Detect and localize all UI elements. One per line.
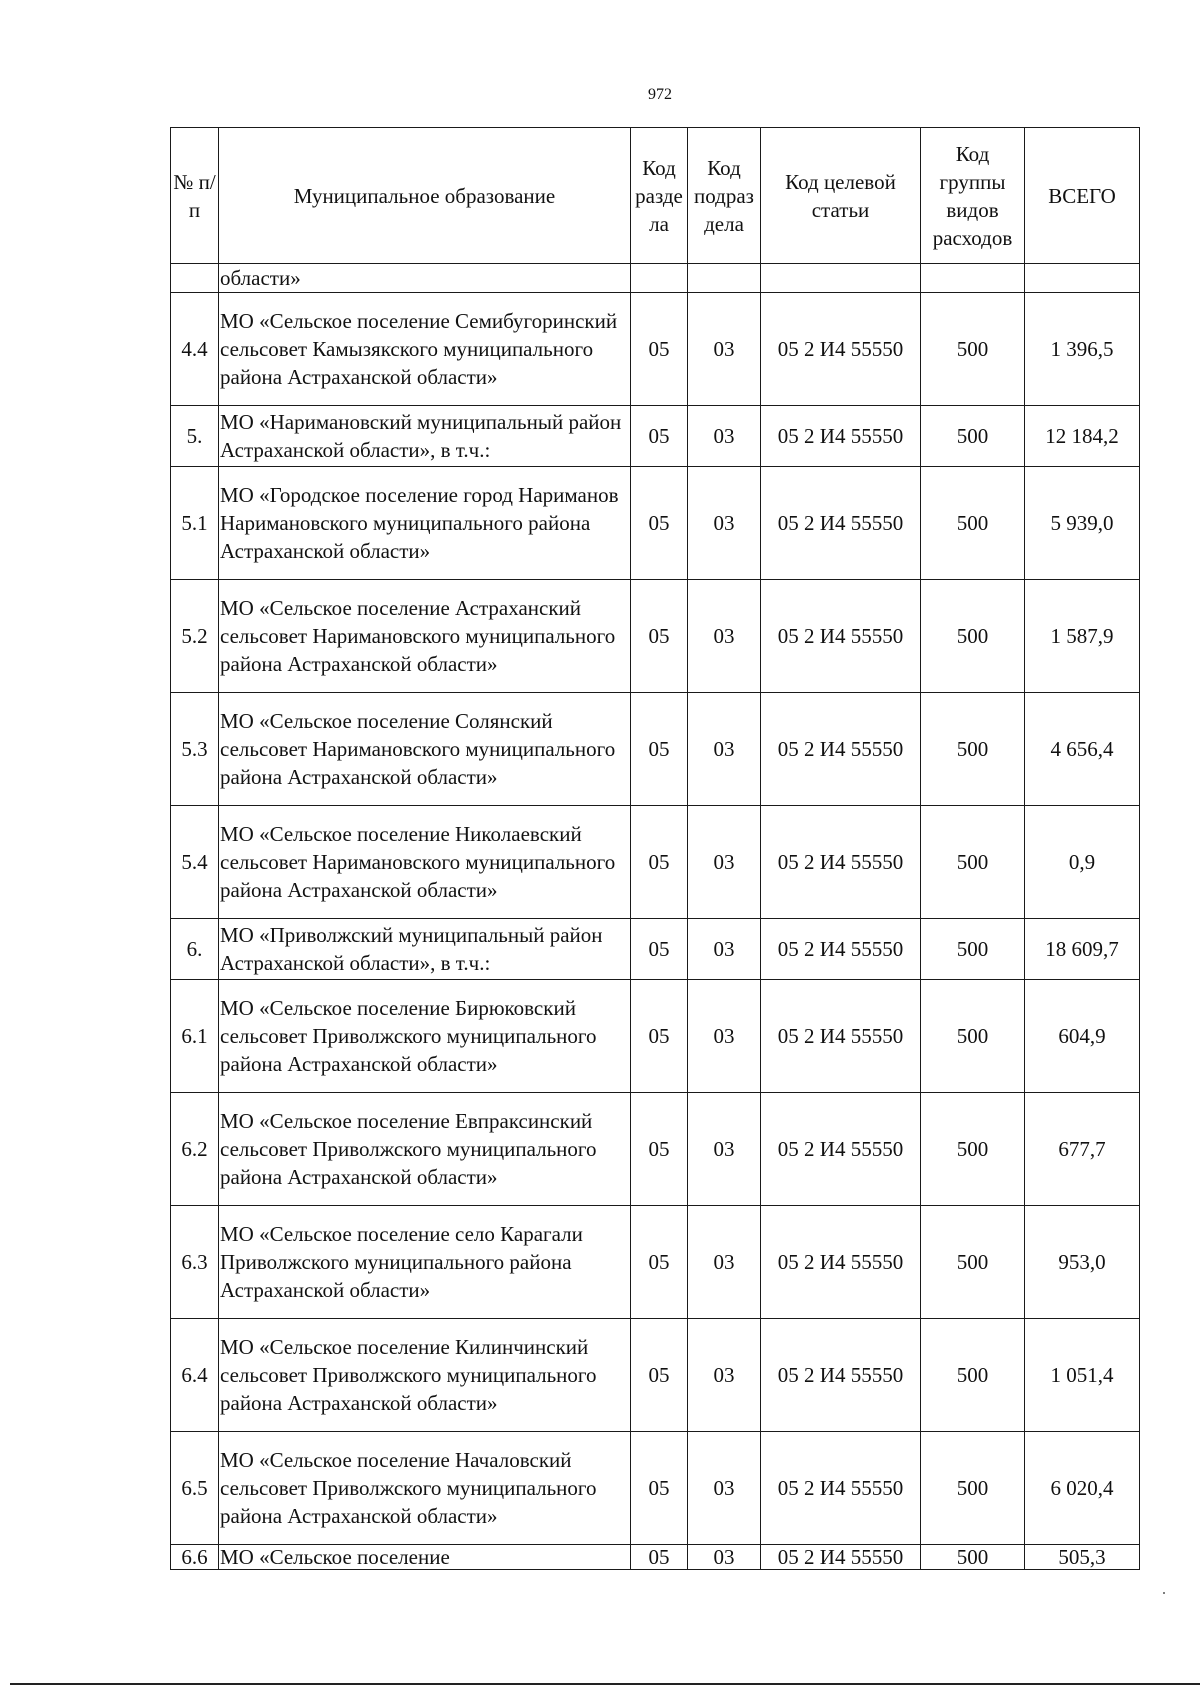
- table-row: [171, 264, 1140, 293]
- table-row: [171, 467, 1140, 580]
- table-row: [171, 406, 1140, 467]
- table-row: [171, 1093, 1140, 1206]
- row-section: 05: [631, 293, 688, 406]
- row-number: 6.5: [171, 1432, 219, 1545]
- row-subsection: 03: [688, 806, 761, 919]
- row-group: 500: [921, 1432, 1025, 1545]
- row-section: 05: [631, 1093, 688, 1206]
- row-name: области»: [219, 264, 631, 293]
- header-total: ВСЕГО: [1025, 128, 1140, 264]
- row-number: 6.3: [171, 1206, 219, 1319]
- row-name: МО «Сельское поселение село Карагали Приволжского муниципального района Астраханской области»: [219, 1206, 631, 1319]
- row-name: МО «Сельское поселение Килинчинский сельсовет Приволжского муниципального района Астраханской области»: [219, 1319, 631, 1432]
- row-name: МО «Сельское поселение: [219, 1545, 631, 1570]
- scan-speck: [1163, 1592, 1165, 1594]
- row-number: 6.2: [171, 1093, 219, 1206]
- header-subsection-code: Код подраз дела: [688, 128, 761, 264]
- row-section: 05: [631, 1432, 688, 1545]
- table-row: [171, 580, 1140, 693]
- row-section: 05: [631, 806, 688, 919]
- row-group: 500: [921, 1093, 1025, 1206]
- table-row: [171, 1545, 1140, 1570]
- row-subsection: 03: [688, 293, 761, 406]
- row-number: 6.1: [171, 980, 219, 1093]
- row-total: 6 020,4: [1025, 1432, 1140, 1545]
- table-row: [171, 1432, 1140, 1545]
- row-number: 4.4: [171, 293, 219, 406]
- row-total: [1025, 264, 1140, 293]
- row-section: 05: [631, 406, 688, 467]
- row-total: 953,0: [1025, 1206, 1140, 1319]
- row-total: 1 587,9: [1025, 580, 1140, 693]
- row-target: 05 2 И4 55550: [761, 1319, 921, 1432]
- row-subsection: 03: [688, 1206, 761, 1319]
- row-subsection: 03: [688, 1545, 761, 1570]
- row-target: [761, 264, 921, 293]
- row-target: 05 2 И4 55550: [761, 1545, 921, 1570]
- row-group: 500: [921, 980, 1025, 1093]
- row-total: 0,9: [1025, 806, 1140, 919]
- page-bottom-rule: [10, 1683, 1200, 1685]
- table-row: [171, 1206, 1140, 1319]
- row-section: 05: [631, 980, 688, 1093]
- row-total: 604,9: [1025, 980, 1140, 1093]
- table-row: [171, 293, 1140, 406]
- row-name: МО «Городское поселение город Нариманов Наримановского муниципального района Астраханской области»: [219, 467, 631, 580]
- table-row: [171, 1319, 1140, 1432]
- row-section: 05: [631, 467, 688, 580]
- table-row: [171, 919, 1140, 980]
- row-subsection: 03: [688, 406, 761, 467]
- row-group: [921, 264, 1025, 293]
- row-group: 500: [921, 806, 1025, 919]
- row-section: 05: [631, 1319, 688, 1432]
- row-number: 5.3: [171, 693, 219, 806]
- row-total: 12 184,2: [1025, 406, 1140, 467]
- row-group: 500: [921, 1545, 1025, 1570]
- row-subsection: 03: [688, 693, 761, 806]
- header-number: № п/п: [171, 128, 219, 264]
- header-target-code: Код целевой статьи: [761, 128, 921, 264]
- header-section-code: Код разде ла: [631, 128, 688, 264]
- row-number: 5.: [171, 406, 219, 467]
- row-number: 5.4: [171, 806, 219, 919]
- row-group: 500: [921, 293, 1025, 406]
- row-group: 500: [921, 580, 1025, 693]
- row-subsection: 03: [688, 1432, 761, 1545]
- row-name: МО «Сельское поселение Бирюковский сельсовет Приволжского муниципального района Астраханской области»: [219, 980, 631, 1093]
- row-number: [171, 264, 219, 293]
- table-row: [171, 980, 1140, 1093]
- row-name: МО «Наримановский муниципальный район Астраханской области», в т.ч.:: [219, 406, 631, 467]
- row-total: 18 609,7: [1025, 919, 1140, 980]
- row-section: 05: [631, 1206, 688, 1319]
- table-row: [171, 806, 1140, 919]
- row-name: МО «Сельское поселение Солянский сельсовет Наримановского муниципального района Астраханской области»: [219, 693, 631, 806]
- row-section: [631, 264, 688, 293]
- row-target: 05 2 И4 55550: [761, 1206, 921, 1319]
- row-number: 6.6: [171, 1545, 219, 1570]
- row-group: 500: [921, 467, 1025, 580]
- row-section: 05: [631, 1545, 688, 1570]
- table-header-row: [171, 128, 1140, 264]
- row-subsection: 03: [688, 580, 761, 693]
- row-number: 5.1: [171, 467, 219, 580]
- row-subsection: 03: [688, 980, 761, 1093]
- row-number: 6.: [171, 919, 219, 980]
- row-subsection: 03: [688, 467, 761, 580]
- row-subsection: [688, 264, 761, 293]
- row-name: МО «Сельское поселение Началовский сельсовет Приволжского муниципального района Астраханской области»: [219, 1432, 631, 1545]
- row-number: 6.4: [171, 1319, 219, 1432]
- row-group: 500: [921, 919, 1025, 980]
- page-number: 972: [648, 86, 672, 103]
- row-total: 1 051,4: [1025, 1319, 1140, 1432]
- row-target: 05 2 И4 55550: [761, 467, 921, 580]
- row-total: 677,7: [1025, 1093, 1140, 1206]
- row-total: 1 396,5: [1025, 293, 1140, 406]
- row-total: 4 656,4: [1025, 693, 1140, 806]
- row-group: 500: [921, 1319, 1025, 1432]
- row-group: 500: [921, 693, 1025, 806]
- header-expense-group-code: Код группы видов расходов: [921, 128, 1025, 264]
- row-target: 05 2 И4 55550: [761, 406, 921, 467]
- row-target: 05 2 И4 55550: [761, 1093, 921, 1206]
- row-target: 05 2 И4 55550: [761, 980, 921, 1093]
- row-number: 5.2: [171, 580, 219, 693]
- row-target: 05 2 И4 55550: [761, 693, 921, 806]
- row-name: МО «Сельское поселение Семибугоринский сельсовет Камызякского муниципального района Астраханской области»: [219, 293, 631, 406]
- row-total: 5 939,0: [1025, 467, 1140, 580]
- row-subsection: 03: [688, 1319, 761, 1432]
- row-group: 500: [921, 406, 1025, 467]
- budget-table: [170, 127, 1140, 1570]
- row-total: 505,3: [1025, 1545, 1140, 1570]
- row-target: 05 2 И4 55550: [761, 293, 921, 406]
- row-group: 500: [921, 1206, 1025, 1319]
- row-name: МО «Сельское поселение Евпраксинский сельсовет Приволжского муниципального района Астраханской области»: [219, 1093, 631, 1206]
- row-name: МО «Сельское поселение Астраханский сельсовет Наримановского муниципального района Астраханской области»: [219, 580, 631, 693]
- row-subsection: 03: [688, 1093, 761, 1206]
- header-name: Муниципальное образование: [219, 128, 631, 264]
- row-target: 05 2 И4 55550: [761, 1432, 921, 1545]
- row-target: 05 2 И4 55550: [761, 806, 921, 919]
- row-subsection: 03: [688, 919, 761, 980]
- row-target: 05 2 И4 55550: [761, 580, 921, 693]
- row-section: 05: [631, 919, 688, 980]
- row-target: 05 2 И4 55550: [761, 919, 921, 980]
- row-section: 05: [631, 580, 688, 693]
- row-name: МО «Приволжский муниципальный район Астраханской области», в т.ч.:: [219, 919, 631, 980]
- table-row: [171, 693, 1140, 806]
- row-section: 05: [631, 693, 688, 806]
- row-name: МО «Сельское поселение Николаевский сельсовет Наримановского муниципального района Астраханской области»: [219, 806, 631, 919]
